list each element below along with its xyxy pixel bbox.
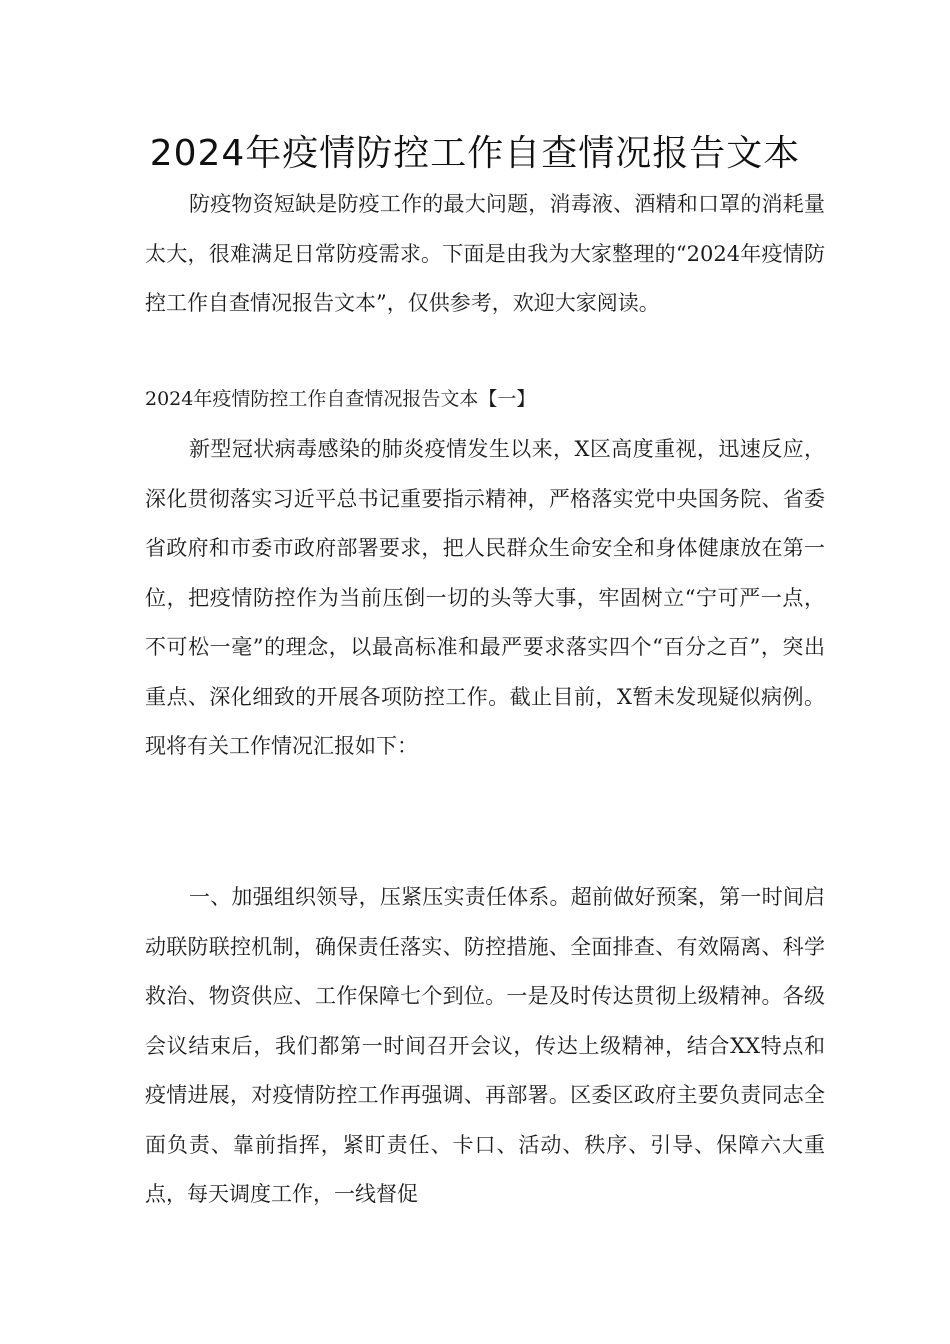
section-heading: 2024年疫情防控工作自查情况报告文本【一】 (145, 388, 536, 410)
body-paragraph-1: 新型冠状病毒感染的肺炎疫情发生以来，X区高度重视，迅速反应，深化贯彻落实习近平总书记重要指示精神，严格落实党中央国务院、省委省政府和市委市政府部署要求，把人民群众生命安全和身体健康放在第一位，把疫情防控作为当前压倒一切的头等大事，牢固树立“宁可严一点，不可松一毫”的理念，以最高标准和最严要求落实四个“百分之百”，突出重点、深化细致的开展各项防控工作。截止目前，X暂未发现疑似病例。现将有关工作情况汇报如下： (145, 437, 825, 758)
intro-paragraph: 防疫物资短缺是防疫工作的最大问题，消毒液、酒精和口罩的消耗量太大，很难满足日常防疫需求。下面是由我为大家整理的“2024年疫情防控工作自查情况报告文本”，仅供参考，欢迎大家阅读。 (145, 192, 825, 315)
body-paragraph-2: 一、加强组织领导，压紧压实责任体系。超前做好预案，第一时间启动联防联控机制，确保责任落实、防控措施、全面排查、有效隔离、科学救治、物资供应、工作保障七个到位。一是及时传达贯彻上级精神。各级会议结束后，我们都第一时间召开会议，传达上级精神，结合XX特点和疫情进展，对疫情防控工作再强调、再部署。区委区政府主要负责同志全面负责、靠前指挥，紧盯责任、卡口、活动、秩序、引导、保障六大重点，每天调度工作，一线督促 (145, 885, 825, 1206)
document-title: 2024年疫情防控工作自查情况报告文本 (149, 133, 801, 174)
